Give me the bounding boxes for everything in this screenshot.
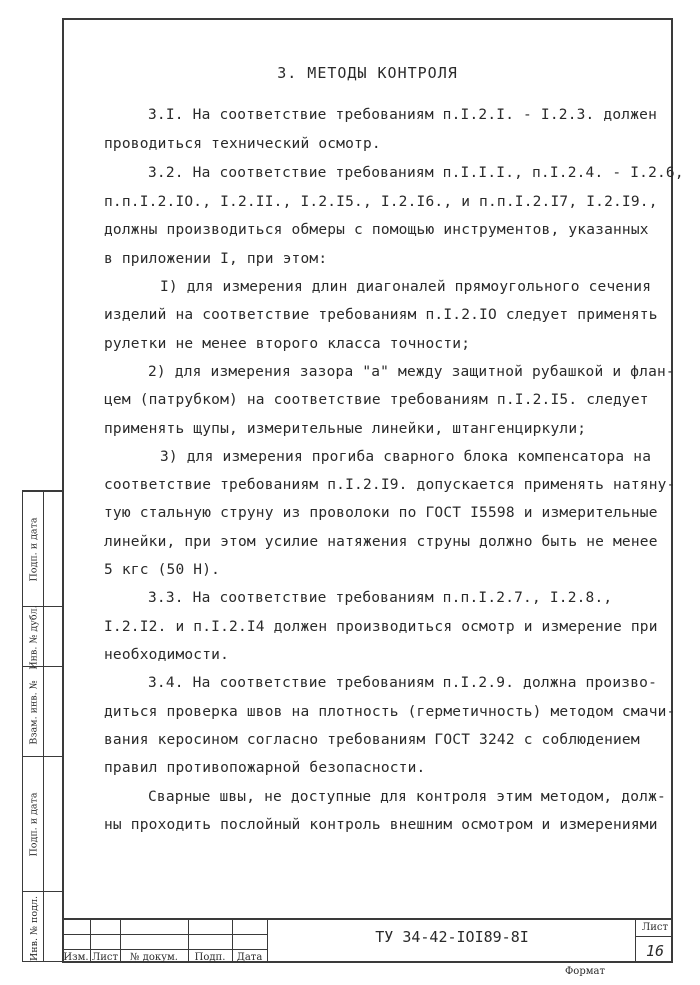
side-label-original-inventory: Инв. № подл. <box>28 895 40 961</box>
text-line: 3) для измерения прогиба сварного блока компенсатора на <box>160 449 652 465</box>
text-line: изделий на соответствие требованиям п.I.2.IO следует применять <box>104 307 658 323</box>
sheet-number: 16 <box>645 942 665 960</box>
text-line: проводиться технический осмотр. <box>104 136 381 152</box>
sheet-label: Лист <box>641 922 669 933</box>
col-date: Дата <box>236 952 263 963</box>
text-line: вания керосином согласно требованиям ГОСТ 3242 с соблюдением <box>104 732 640 748</box>
text-line: соответствие требованиям п.I.2.I9. допускается применять натяну- <box>104 477 676 493</box>
text-line: 2) для измерения зазора "а" между защитной рубашкой и флан- <box>148 364 675 380</box>
text-line: цем (патрубком) на соответствие требованиям п.I.2.I5. следует <box>104 392 649 408</box>
text-line: линейки, при этом усилие натяжения струны должно быть не менее <box>104 534 658 550</box>
section-heading: 3. МЕТОДЫ КОНТРОЛЯ <box>277 64 458 82</box>
text-line: I) для измерения длин диагоналей прямоугольного сечения <box>160 279 652 295</box>
text-line: 3.I. На соответствие требованиям п.I.2.I. - I.2.3. должен <box>148 107 657 123</box>
side-stamp <box>22 490 62 962</box>
format-label: Формат <box>565 966 605 977</box>
side-label-sign-date: Подп. и дата <box>28 517 40 582</box>
col-doc-number: № докум. <box>130 952 178 963</box>
text-line: 3.3. На соответствие требованиям п.п.I.2.7., I.2.8., <box>148 590 613 606</box>
col-sheet: Лист <box>91 952 119 963</box>
text-line: в приложении I, при этом: <box>104 251 328 267</box>
title-block <box>62 918 673 963</box>
text-line: п.п.I.2.IO., I.2.II., I.2.I5., I.2.I6., и п.п.I.2.I7, I.2.I9., <box>104 194 658 210</box>
text-line: диться проверка швов на плотность (герметичность) методом смачи- <box>104 704 676 720</box>
text-line: 3.4. На соответствие требованиям п.I.2.9. должна произво- <box>148 675 657 691</box>
text-line: рулетки не менее второго класса точности; <box>104 336 471 352</box>
text-line: 5 кгс (50 Н). <box>104 562 221 578</box>
text-line: правил противопожарной безопасности. <box>104 760 426 776</box>
text-line: тую стальную струну из проволоки по ГОСТ I5598 и измерительные <box>104 505 658 521</box>
text-line: ны проходить послойный контроль внешним осмотром и измерениями <box>104 817 658 833</box>
document-code: ТУ 34-42-IOI89-8I <box>375 928 529 946</box>
side-label-replace-inventory: Взам. инв. № <box>28 679 40 745</box>
col-signature: Подп. <box>194 952 226 963</box>
text-line: необходимости. <box>104 647 230 663</box>
side-label-dup-inventory: Инв. № дубл. <box>28 604 40 670</box>
text-line: применять щупы, измерительные линейки, штангенциркули; <box>104 421 587 437</box>
text-line: I.2.I2. и п.I.2.I4 должен производиться осмотр и измерение при <box>104 619 658 635</box>
col-change: Изм. <box>63 952 89 963</box>
side-label-sign-date-2: Подп. и дата <box>28 792 40 857</box>
text-line: должны производиться обмеры с помощью инструментов, указанных <box>104 222 649 238</box>
text-line: Сварные швы, не доступные для контроля этим методом, долж- <box>148 789 666 805</box>
text-line: 3.2. На соответствие требованиям п.I.I.I., п.I.2.4. - I.2.6, <box>148 165 684 181</box>
